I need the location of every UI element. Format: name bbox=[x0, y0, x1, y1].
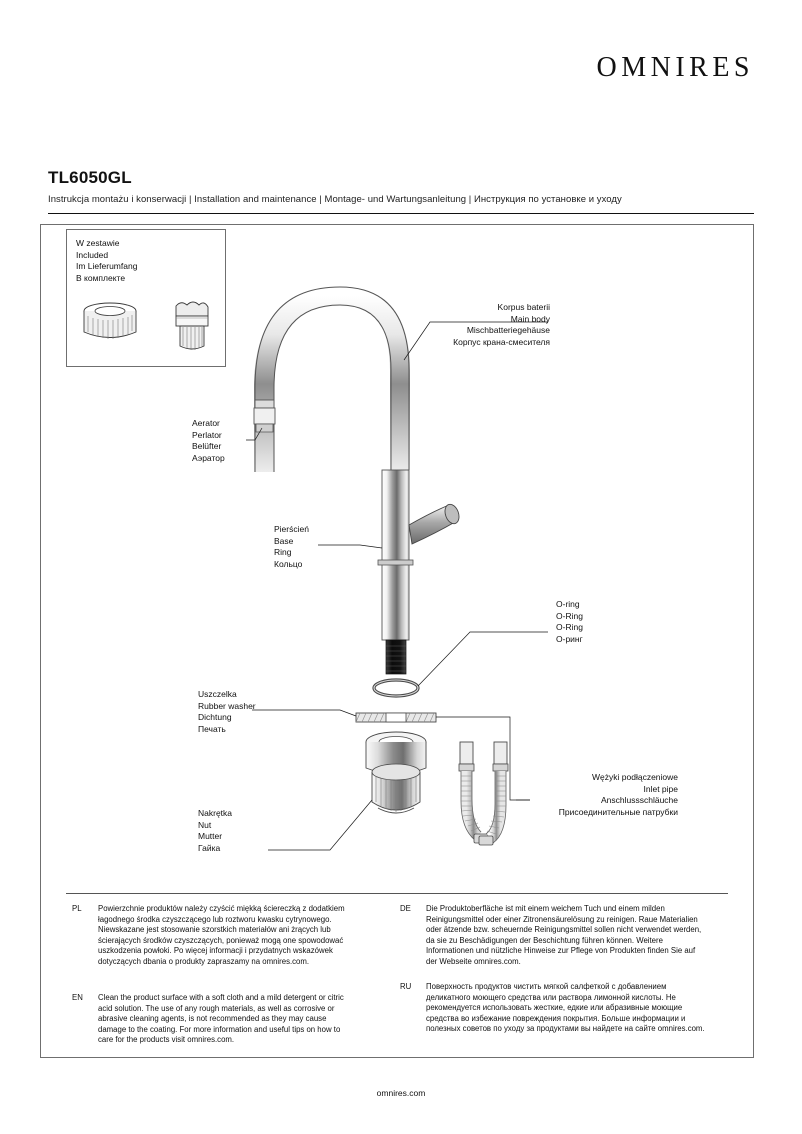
callout-washer-en: Rubber washer bbox=[198, 700, 256, 711]
callout-washer-ru: Печать bbox=[198, 723, 226, 734]
callout-oring-de: O-Ring bbox=[556, 622, 583, 632]
callout-aerator-ru: Аэратор bbox=[192, 452, 225, 463]
callout-aerator bbox=[192, 418, 225, 464]
footer-url: omnires.com bbox=[376, 1088, 426, 1098]
callout-nut bbox=[198, 808, 232, 854]
care-text-pl: Powierzchnie produktów należy czyścić miękką ściereczką z dodatkiem łagodnego środka czyszczącego lub roztworu kwasku cytrynowego. Niewskazane jest stosowanie szorstkich materiałów ani żrących lub ścierających środków czyszczących, ponieważ mogą one spowodować uszkodzenia powłoki. Po więcej informacji i przydatnych wskazówek dotyczących dbania o produkty zapraszamy na omnires.com. bbox=[98, 904, 345, 966]
care-text-ru: Поверхность продуктов чистить мягкой салфеткой с добавлением деликатного моющего средства или раствора лимонной кислоты. Не рекомендуется использовать жесткие, едкие или абразивные моющие средства во избежание повреждения покрытия. Больше информации и полезных советов по уходу за продуктами вы найдете на сайте omnires.com. bbox=[426, 982, 705, 1034]
callout-main-body-ru: Корпус крана-смесителя bbox=[453, 336, 550, 347]
callout-main-body-pl: Korpus baterii bbox=[497, 302, 550, 312]
callout-aerator-pl: Aerator bbox=[192, 418, 220, 428]
included-line-pl: W zestawie bbox=[76, 238, 120, 248]
care-divider bbox=[66, 893, 728, 894]
care-lang-en: EN bbox=[72, 993, 83, 1002]
callout-oring-en: O-Ring bbox=[556, 610, 583, 621]
document-subtitle: Instrukcja montażu i konserwacji | Installation and maintenance | Montage- und Wartungsanleitung | Инструкция по установке и уходу bbox=[48, 194, 622, 205]
care-lang-pl: PL bbox=[72, 904, 82, 913]
callout-ring-en: Base bbox=[274, 535, 294, 546]
callout-ring-pl: Pierścień bbox=[274, 524, 309, 534]
callout-main-body-en: Main body bbox=[510, 313, 550, 324]
callout-ring-de: Ring bbox=[274, 547, 292, 557]
callout-main-body-de: Mischbatteriegehäuse bbox=[466, 325, 550, 335]
callout-washer-pl: Uszczelka bbox=[198, 689, 237, 699]
callout-inlet-pipe-ru: Присоединительные патрубки bbox=[558, 806, 678, 817]
care-text-de: Die Produktoberfläche ist mit einem weichem Tuch und einem milden Reinigungsmittel oder einer Zitronensäurelösung zu reinigen. Raue Materialien oder ätzende bzw. scheuernde Reinigungsmittel sollen nicht verwendet werden, da sie zu Beschädigungen der Beschichtung führen können. Weitere Informationen und nützliche Hinweise zur Pflege von Produkten finden Sie auf der Webseite omnires.com. bbox=[426, 904, 702, 966]
callout-oring-pl: O-ring bbox=[556, 599, 580, 609]
callout-inlet-pipe-de: Anschlussschläuche bbox=[600, 795, 678, 805]
callout-main-body bbox=[380, 302, 550, 348]
callout-aerator-en: Perlator bbox=[192, 429, 222, 440]
callout-nut-de: Mutter bbox=[198, 831, 223, 841]
callout-inlet-pipe bbox=[350, 772, 678, 818]
callout-oring-ru: О-ринг bbox=[556, 633, 583, 644]
callout-inlet-pipe-en: Inlet pipe bbox=[643, 783, 678, 794]
callout-ring bbox=[274, 524, 309, 570]
callout-oring bbox=[556, 599, 583, 645]
callout-nut-pl: Nakrętka bbox=[198, 808, 233, 818]
included-line-ru: В комплекте bbox=[76, 272, 126, 283]
callout-aerator-de: Belüfter bbox=[192, 441, 222, 451]
title-divider bbox=[48, 213, 754, 214]
brand-logo: OMNIRES bbox=[596, 52, 754, 83]
callout-washer bbox=[198, 689, 256, 735]
callout-ring-ru: Кольцо bbox=[274, 558, 303, 569]
callout-nut-ru: Гайка bbox=[198, 842, 221, 853]
callout-nut-en: Nut bbox=[198, 819, 212, 830]
included-line-de: Im Lieferumfang bbox=[76, 261, 138, 271]
included-parts-label bbox=[76, 238, 137, 284]
page-title: TL6050GL bbox=[48, 168, 132, 187]
callout-washer-de: Dichtung bbox=[198, 712, 232, 722]
callout-inlet-pipe-pl: Wężyki podłączeniowe bbox=[592, 772, 678, 782]
included-line-en: Included bbox=[76, 249, 109, 260]
care-lang-ru: RU bbox=[400, 982, 412, 991]
care-lang-de: DE bbox=[400, 904, 411, 913]
care-text-en: Clean the product surface with a soft cloth and a mild detergent or citric acid solution. The use of any rough materials, as well as corrosive or abrasive cleaning agents, is not recommended as they may cause damage to the coating. For more information and useful tips on how to care for the products visit omnires.com. bbox=[98, 993, 344, 1045]
